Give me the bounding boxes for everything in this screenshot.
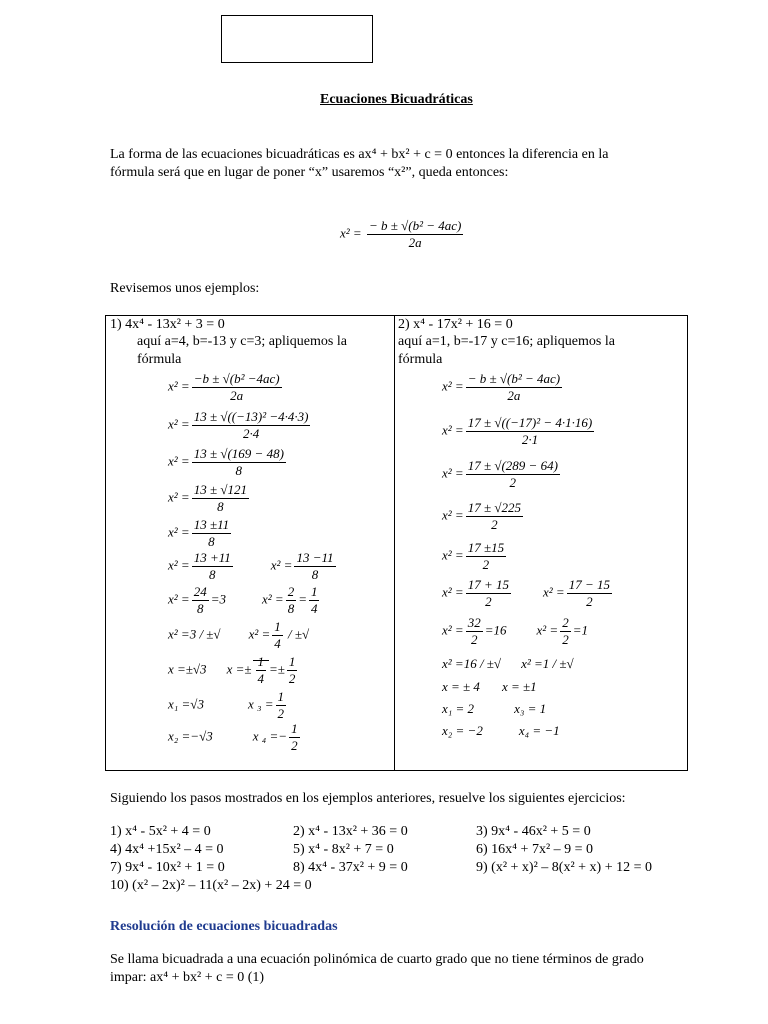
exercise-4: 4) 4x⁴ +15x² – 4 = 0 — [110, 842, 224, 857]
example-2-note-1: aquí a=1, b=-17 y c=16; apliquemos la — [398, 334, 615, 349]
section-2-line-1: Se llama bicuadrada a una ecuación polinómica de cuarto grado que no tiene términos de grado — [110, 952, 644, 967]
ex1-step-5: x² = $\frac{13 \pm 11}{8}$ — [168, 517, 230, 549]
ex2-step-6: x² = $\frac{17 + 15}{2}$ x² = $\frac{17 - 15}{2}$ — [442, 577, 610, 609]
ex2-step-8: x² =16 / ±√ x² =1 / ±√ — [442, 656, 574, 671]
section-2-heading: Resolución de ecuaciones bicuadradas — [110, 919, 338, 934]
example-1-note-2: fórmula — [137, 352, 182, 367]
formula-numerator: − b ± √(b² − 4ac) — [368, 218, 462, 233]
page-title: Ecuaciones Bicuadráticas — [320, 92, 473, 107]
exercise-10: 10) (x² – 2x)² – 11(x² – 2x) + 24 = 0 — [110, 878, 312, 893]
example-2-note-2: fórmula — [398, 352, 443, 367]
ex2-step-1: x² = $\frac{\text{− b ± √(b² − 4ac)}}{2a}$ — [442, 371, 561, 403]
exercise-7: 7) 9x⁴ - 10x² + 1 = 0 — [110, 860, 225, 875]
review-text: Revisemos unos ejemplos: — [110, 281, 260, 296]
example-1-note-1: aquí a=4, b=-13 y c=3; apliquemos la — [137, 334, 347, 349]
intro-line-1: La forma de las ecuaciones bicuadráticas es ax⁴ + bx² + c = 0 entonces la diferencia en la — [110, 147, 609, 162]
ex1-step-3: x² = $\frac{13 \pm √(169 - 48)}{8}$ — [168, 446, 284, 478]
exercise-9: 9) (x² + x)² – 8(x² + x) + 12 = 0 — [476, 860, 652, 875]
ex2-step-3: x² = $\frac{17 \pm √(289 - 64)}{2}$ — [442, 458, 558, 490]
instructions-text: Siguiendo los pasos mostrados en los ejemplos anteriores, resuelve los siguientes ejercicios: — [110, 791, 626, 806]
ex1-step-6: x² = $\frac{13 +11}{8}$ x² = $\frac{13 -11}{8}$ — [168, 550, 334, 582]
general-formula — [340, 218, 465, 251]
ex2-step-7: x² = $\frac{32}{2}$ =16 x² = $\frac{2}{2}$ =1 — [442, 615, 588, 647]
ex2-step-11: x₂ = −2 x₄ = −1 — [442, 723, 560, 738]
ex2-step-2: x² = $\frac{\text{17 ± √((−17)² − 4·1·16)}}{2\cdot 1}$ — [442, 415, 593, 447]
exercise-5: 5) x⁴ - 8x² + 7 = 0 — [293, 842, 394, 857]
ex2-step-5: x² = $\frac{17 \pm 15}{2}$ — [442, 540, 505, 572]
ex2-step-9: x = ± 4 x = ±1 — [442, 679, 537, 694]
ex1-step-1: x² = $\frac{\text{−b ± √(b² −4ac)}}{2a}$ — [168, 371, 280, 403]
exercise-2: 2) x⁴ - 13x² + 36 = 0 — [293, 824, 408, 839]
ex1-step-10: x₁ =√3 x ₃ = $\frac{1}{2}$ — [168, 689, 285, 721]
ex1-step-8: x² =3 / ±√ x² = $\frac{1}{4}$ / ±√ — [168, 619, 310, 651]
ex1-step-7: x² = $\frac{24}{8}$ =3 x² = $\frac{2}{8}$ = $\frac{1}{4}$ — [168, 584, 318, 616]
exercise-6: 6) 16x⁴ + 7x² – 9 = 0 — [476, 842, 594, 857]
ex2-step-10: x₁ = 2 x₃ = 1 — [442, 701, 547, 716]
exercise-8: 8) 4x⁴ - 37x² + 9 = 0 — [293, 860, 408, 875]
examples-table — [105, 315, 688, 771]
exercise-1: 1) x⁴ - 5x² + 4 = 0 — [110, 824, 211, 839]
ex1-step-9: x =±√3 x =± $\frac{1}{4}$ =± $\frac{1}{2}$ — [168, 654, 296, 686]
ex2-step-4: x² = $\frac{17 \pm √225}{2}$ — [442, 500, 521, 532]
table-divider — [394, 316, 395, 770]
exercise-3: 3) 9x⁴ - 46x² + 5 = 0 — [476, 824, 591, 839]
empty-header-box — [221, 15, 373, 63]
intro-line-2: fórmula será que en lugar de poner “x” usaremos “x²”, queda entonces: — [110, 165, 509, 180]
ex1-step-2: x² = $\frac{\text{13 ± √((−13)² −4·4·3)}}{2\cdot 4}$ — [168, 409, 309, 441]
example-1-heading: 1) 4x⁴ - 13x² + 3 = 0 — [110, 317, 225, 332]
formula-lhs: x² = — [340, 225, 362, 241]
ex1-step-11: x₂ =−√3 x ₄ =− $\frac{1}{2}$ — [168, 721, 298, 753]
section-2-line-2: impar: ax⁴ + bx² + c = 0 (1) — [110, 970, 265, 985]
ex1-step-4: x² = $\frac{13 \pm √121}{8}$ — [168, 482, 247, 514]
example-2-heading: 2) x⁴ - 17x² + 16 = 0 — [398, 317, 513, 332]
section-2-paragraph — [110, 951, 690, 987]
intro-paragraph — [110, 146, 690, 182]
formula-denominator: 2a — [408, 235, 422, 250]
